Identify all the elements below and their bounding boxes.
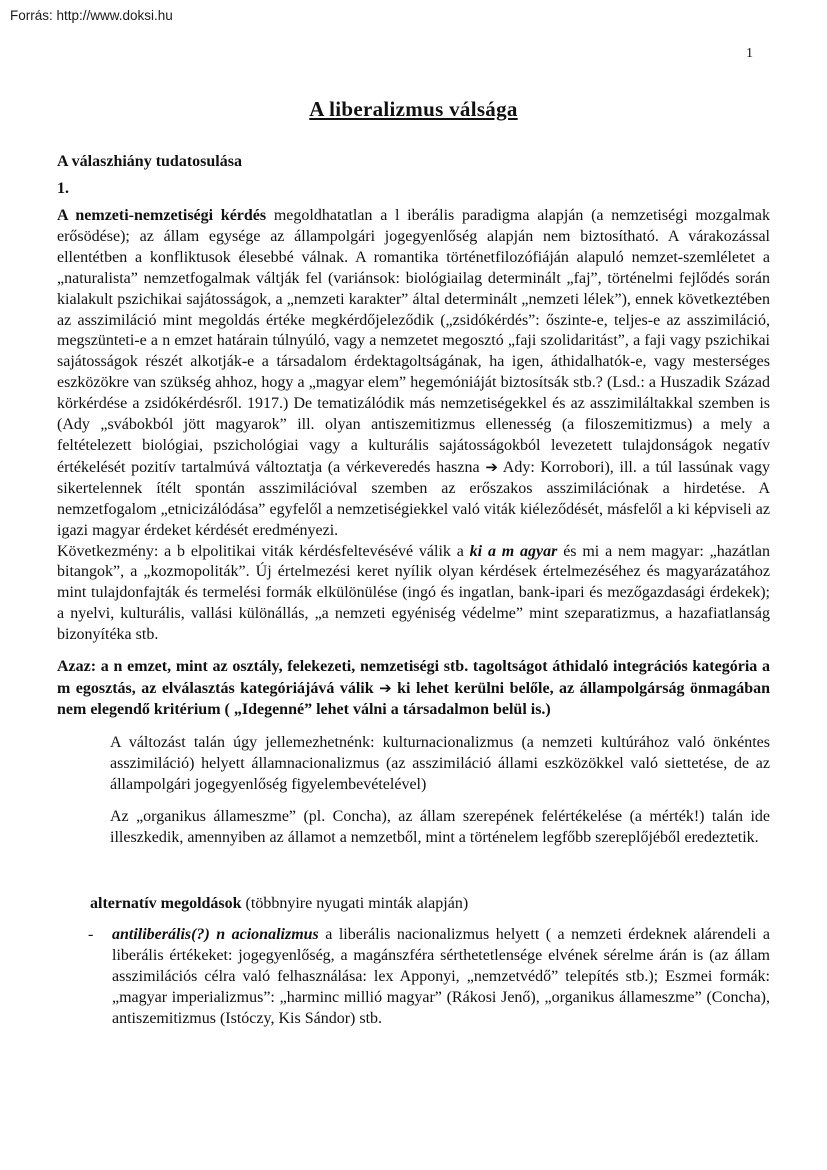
paragraph-azaz-bold xyxy=(57,657,770,721)
heading-lead-bold: alternatív megoldások xyxy=(90,895,242,913)
emphasis-ki-a-magyar: ki a m agyar xyxy=(469,542,558,560)
paragraph-text: ki lehet kerülni belőle, az állampolgárság önmagában nem elegendő kritérium ( „Idegenné” lehet válni a társadalmon belül is.) xyxy=(57,679,771,718)
paragraph-consequence xyxy=(57,542,770,647)
paragraph-national-question xyxy=(57,206,770,542)
paragraph-text: Azaz: a n emzet, mint az osztály, felekezeti, nemzetiségi stb. tagoltságot áthidaló integrációs kategória a m egosztás, az elválasztás kategóriájává válik xyxy=(57,658,770,697)
alternative-solutions-heading xyxy=(90,895,770,913)
document-body xyxy=(57,0,770,1030)
document-title: A liberalizmus válsága xyxy=(309,97,518,121)
page-number: 1 xyxy=(746,46,753,61)
bullet-text: a liberális nacionalizmus helyett ( a nemzeti érdeknek alárendeli a liberális értékeket: jogegyenlőség, a magánszféra sérthetetlensége elvének sérelme árán is (az állam asszimilációs célra való felhasználása: lex Apponyi, „nemzetvédő” telepítés stb.); Eszmei formák: „magyar imperializmus”: „harminc millió magyar” (Rákosi Jenő), „organikus állameszme” (Concha), antiszemitizmus (Istóczy, Kis Sándor) stb. xyxy=(112,926,770,1027)
right-arrow-icon: ➔ xyxy=(379,678,392,697)
source-url-header: Forrás: http://www.doksi.hu xyxy=(10,8,173,23)
bullet-lead-bold-italic: antiliberális(?) n acionalizmus xyxy=(112,926,319,944)
paragraph-text: és mi a nem magyar: „hazátlan bitangok”, a „kozmopoliták”. Új értelmezési keret nyílik olyan kérdések értelmezéséhez és magyarázatához mint tulajdonfajták és termelési formák elkülönülése (ingó és ingatlan, bank-ipari és mezőgazdasági érdekek); a nyelvi, kulturális, vallási különállás, „a nemzeti egyéniség védelme” mint szeparatizmus, a hazafiatlanság bizonyítéka stb. xyxy=(57,542,771,644)
right-arrow-icon: ➔ xyxy=(485,457,498,476)
heading-rest: (többnyire nyugati minták alapján) xyxy=(241,895,469,913)
section-heading: A válaszhiány tudatosulása xyxy=(57,153,242,170)
bullet-antiliberal-nationalism xyxy=(57,925,770,1030)
numbered-heading: 1. xyxy=(57,180,69,197)
bullet-dash-marker: - xyxy=(88,926,94,944)
paragraph-text: Következmény: a b elpolitikai viták kérdésfeltevésévé válik a xyxy=(57,542,470,560)
paragraph-text: Ady: Korrobori), ill. a túl lassúnak vagy sikertelennek ítélt spontán asszimilációval szemben az erőszakos asszimilációnak a hirdetése. A nemzetfogalom „etnicizálódása” egyfelől a nemzetiségiekkel való viták kiéleződését, másfelől a ki képviseli az igazi magyar érdeket kérdését eredményezi. xyxy=(57,458,770,539)
paragraph-indent-kulturnacionalizmus: A változást talán úgy jellemezhetnénk: kulturnacionalizmus (a nemzeti kultúrához való önkéntes asszimiláció) helyett államnacionalizmus (az asszimiláció állami eszközökkel való siettetése, de az állampolgári jogegyenlőség figyelembevételével) xyxy=(110,733,770,793)
paragraph-lead-bold: A nemzeti-nemzetiségi kérdés xyxy=(57,207,267,224)
paragraph-text: megoldhatatlan a l iberális paradigma alapján (a nemzetiségi mozgalmak erősödése); az állam egysége az állampolgári jogegyenlőség alapján nem biztosítható. A várakozással ellentétben a konfliktusok élesebbé válnak. A romantika történetfilozófiáján alapuló nemzet-szemléletet a „naturalista” nemzetfogalmak váltják fel (variánsok: biológiailag determinált „faj”, történelmi fejlődés során kialakult pszichikai sajátosságok, a „nemzeti karakter” által determinált „nemzeti lélek”), ennek következtében az asszimiláció mint megoldás értéke megkérdőjeleződik („zsidókérdés”: őszinte-e, teljes-e az asszimiláció, megszünteti-e a n emzet határain túlnyúló, vagy a nemzetet megosztó „faji szolidaritást”, a faji vagy pszichikai sajátosságok részét alkotják-e a társadalom érdektagoltságának, ha igen, áthidalhatók-e, vagy mesterséges eszközökre van szükség ahhoz, hogy a „magyar elem” hegemóniáját biztosítsák stb.? (Lsd.: a Huszadik Század körkérdése a zsidókérdésről. 1917.) De tematizálódik más nemzetiségekkel és az asszimiláltakkal szemben is (Ady „svábokból jött magyarok” ill. olyan antiszemitizmus ellenesség (a filoszemitizmus) a mely a feltételezett biológiai, pszichológiai vagy a kulturális sajátosságokból levezetett tulajdonságok negatív értékelését pozitív tartalmúvá változtatja (a vérkeveredés haszna xyxy=(57,207,770,476)
paragraph-indent-organikus-allameszme: Az „organikus állameszme” (pl. Concha), az állam szerepének felértékelése (a mérték!) talán ide illeszkedik, amennyiben az államot a nemzetből, mint a történelem legfőbb szereplőjéből eredeztetik. xyxy=(110,808,770,847)
